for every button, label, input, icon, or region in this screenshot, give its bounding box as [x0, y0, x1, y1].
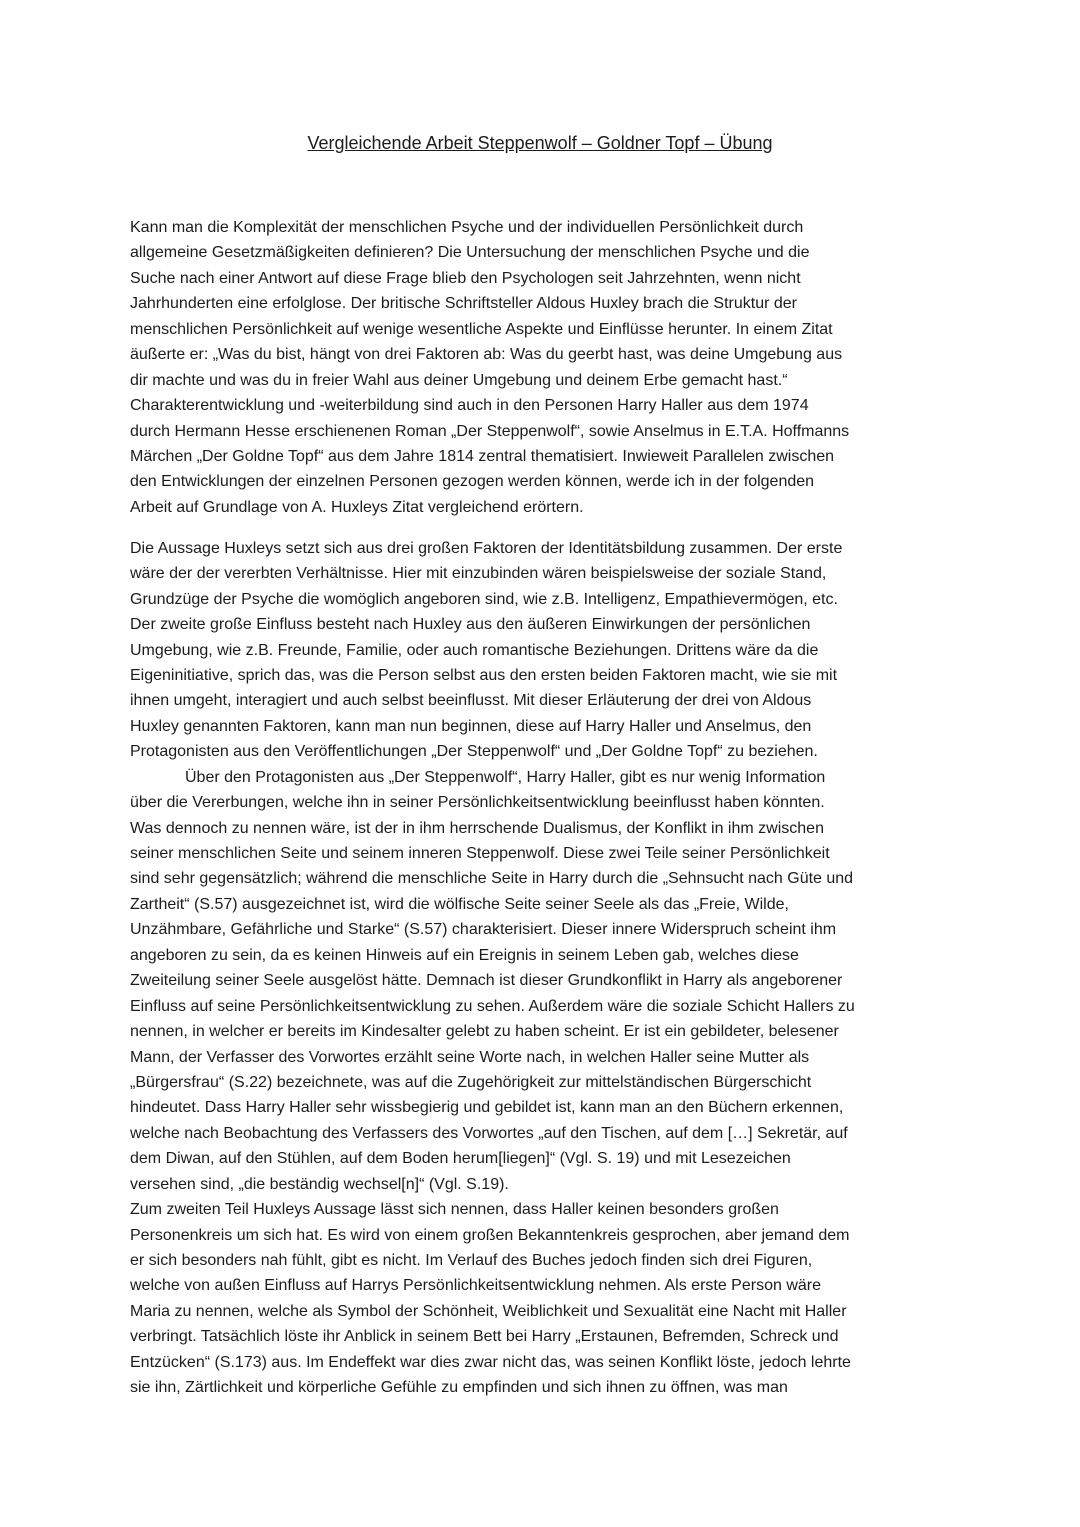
text-line: Arbeit auf Grundlage von A. Huxleys Zitat vergleichend erörtern.	[130, 498, 584, 516]
paragraph	[130, 536, 1030, 765]
text-line: Der zweite große Einfluss besteht nach Huxley aus den äußeren Einwirkungen der persönlichen	[130, 616, 811, 634]
paragraph	[130, 215, 1030, 520]
text-line: Grundzüge der Psyche die womöglich angeboren sind, wie z.B. Intelligenz, Empathievermögen, etc.	[130, 590, 838, 608]
text-line: verbringt. Tatsächlich löste ihr Anblick in seinem Bett bei Harry „Erstaunen, Befremden, Schreck und	[130, 1328, 839, 1346]
text-line: Märchen „Der Goldne Topf“ aus dem Jahre 1814 zentral thematisiert. Inwieweit Parallelen zwischen	[130, 447, 835, 465]
paragraph	[130, 1197, 1030, 1401]
text-line: Entzücken“ (S.173) aus. Im Endeffekt war dies zwar nicht das, was seinen Konflikt löste, jedoch lehrte	[130, 1353, 851, 1371]
text-line: über die Vererbungen, welche ihn in seiner Persönlichkeitsentwicklung beeinflusst haben könnten.	[130, 794, 825, 812]
text-line: angeboren zu sein, da es keinen Hinweis auf ein Ereignis in seinem Leben gab, welches diese	[130, 946, 799, 964]
text-line: versehen sind, „die beständig wechsel[n]“ (Vgl. S.19).	[130, 1175, 509, 1193]
text-line: seiner menschlichen Seite und seinem inneren Steppenwolf. Diese zwei Teile seiner Persönlichkeit	[130, 845, 830, 862]
text-line: ihnen umgeht, interagiert und auch selbst beeinflusst. Mit dieser Erläuterung der drei von Aldous	[130, 692, 812, 710]
document-title-text: Vergleichende Arbeit Steppenwolf – Goldner Topf – Übung	[307, 133, 773, 153]
text-line: Mann, der Verfasser des Vorwortes erzählt seine Worte nach, in welchen Haller seine Mutter als	[130, 1048, 810, 1066]
text-line: Protagonisten aus den Veröffentlichungen „Der Steppenwolf“ und „Der Goldne Topf“ zu beziehen.	[130, 743, 818, 761]
text-line: äußerte er: „Was du bist, hängt von drei Faktoren ab: Was du geerbt hast, was deine Umgebung aus	[130, 346, 843, 364]
text-line: Die Aussage Huxleys setzt sich aus drei großen Faktoren der Identitätsbildung zusammen. Der erste	[130, 539, 843, 557]
text-line: Kann man die Komplexität der menschlichen Psyche und der individuellen Persönlichkeit durch	[130, 219, 804, 236]
text-line: Charakterentwicklung und -weiterbildung sind auch in den Personen Harry Haller aus dem 1974	[130, 397, 809, 415]
text-line: hindeutet. Dass Harry Haller sehr wissbegierig und gebildet ist, kann man an den Büchern erkennen,	[130, 1099, 844, 1117]
text-line: nennen, in welcher er bereits im Kindesalter gelebt zu haben scheint. Er ist ein gebildeter, belesener	[130, 1023, 839, 1041]
paragraph	[130, 765, 1030, 1197]
text-line: menschlichen Persönlichkeit auf wenige wesentliche Aspekte und Einflüsse herunter. In einem Zitat	[130, 320, 833, 338]
text-line: sind sehr gegensätzlich; während die menschliche Seite in Harry durch die „Sehnsucht nach Güte und	[130, 870, 854, 888]
text-line: Einfluss auf seine Persönlichkeitsentwicklung zu sehen. Außerdem wäre die soziale Schicht Hallers zu	[130, 997, 855, 1015]
text-line: Maria zu nennen, welche als Symbol der Schönheit, Weiblichkeit und Sexualität eine Nacht mit Haller	[130, 1302, 847, 1320]
text-line: sie ihn, Zärtlichkeit und körperliche Gefühle zu empfinden und sich ihnen zu öffnen, was man	[130, 1379, 788, 1397]
text-line: Suche nach einer Antwort auf diese Frage blieb den Psychologen seit Jahrzehnten, wenn nicht	[130, 269, 801, 287]
text-line: Jahrhunderten eine erfolglose. Der britische Schriftsteller Aldous Huxley brach die Struktur der	[130, 295, 797, 313]
text-line: er sich besonders nah fühlt, gibt es nicht. Im Verlauf des Buches jedoch finden sich drei Figuren,	[130, 1252, 813, 1269]
text-line: Umgebung, wie z.B. Freunde, Familie, oder auch romantische Beziehungen. Drittens wäre da die	[130, 641, 819, 659]
text-line: welche von außen Einfluss auf Harrys Persönlichkeitsentwicklung nehmen. Als erste Person wäre	[130, 1277, 821, 1295]
text-line: Über den Protagonisten aus „Der Steppenwolf“, Harry Haller, gibt es nur wenig Information	[185, 768, 826, 786]
text-line: Unzähmbare, Gefährliche und Starke“ (S.57) charakterisiert. Dieser innere Widerspruch scheint ihm	[130, 921, 837, 939]
document-title	[0, 130, 1080, 156]
text-line: welche nach Beobachtung des Verfassers des Vorwortes „auf den Tischen, auf dem […] Sekretär, auf	[130, 1124, 848, 1142]
text-line: Huxley genannten Faktoren, kann man nun beginnen, diese auf Harry Haller und Anselmus, den	[130, 717, 812, 735]
text-line: Zum zweiten Teil Huxleys Aussage lässt sich nennen, dass Haller keinen besonders großen	[130, 1201, 779, 1219]
text-line: Personenkreis um sich hat. Es wird von einem großen Bekanntenkreis gesprochen, aber jemand dem	[130, 1226, 850, 1244]
text-line: Zartheit“ (S.57) ausgezeichnet ist, wird die wölfische Seite seiner Seele als das „Freie, Wilde,	[130, 895, 789, 913]
text-line: dir machte und was du in freier Wahl aus deiner Umgebung und deinem Erbe gemacht hast.“	[130, 371, 788, 389]
text-line: dem Diwan, auf den Stühlen, auf dem Boden herum[liegen]“ (Vgl. S. 19) und mit Lesezeichen	[130, 1150, 791, 1168]
document-body	[130, 215, 1030, 1401]
text-line: den Entwicklungen der einzelnen Personen gezogen werden können, werde ich in der folgenden	[130, 473, 815, 491]
text-line: Eigeninitiative, sprich das, was die Person selbst aus den ersten beiden Faktoren macht, wie sie mit	[130, 666, 838, 684]
text-line: „Bürgersfrau“ (S.22) bezeichnete, was auf die Zugehörigkeit zur mittelständischen Bürgerschicht	[130, 1073, 812, 1091]
text-line: durch Hermann Hesse erschienenen Roman „Der Steppenwolf“, sowie Anselmus in E.T.A. Hoffmanns	[130, 422, 850, 440]
text-line: Was dennoch zu nennen wäre, ist der in ihm herrschende Dualismus, der Konflikt in ihm zwischen	[130, 819, 824, 837]
text-line: allgemeine Gesetzmäßigkeiten definieren? Die Untersuchung der menschlichen Psyche und die	[130, 244, 810, 262]
text-line: wäre der der vererbten Verhältnisse. Hier mit einzubinden wären beispielsweise der soziale Stand,	[130, 565, 827, 583]
text-line: Zweiteilung seiner Seele ausgelöst hätte. Demnach ist dieser Grundkonflikt in Harry als angeborener	[130, 972, 843, 990]
